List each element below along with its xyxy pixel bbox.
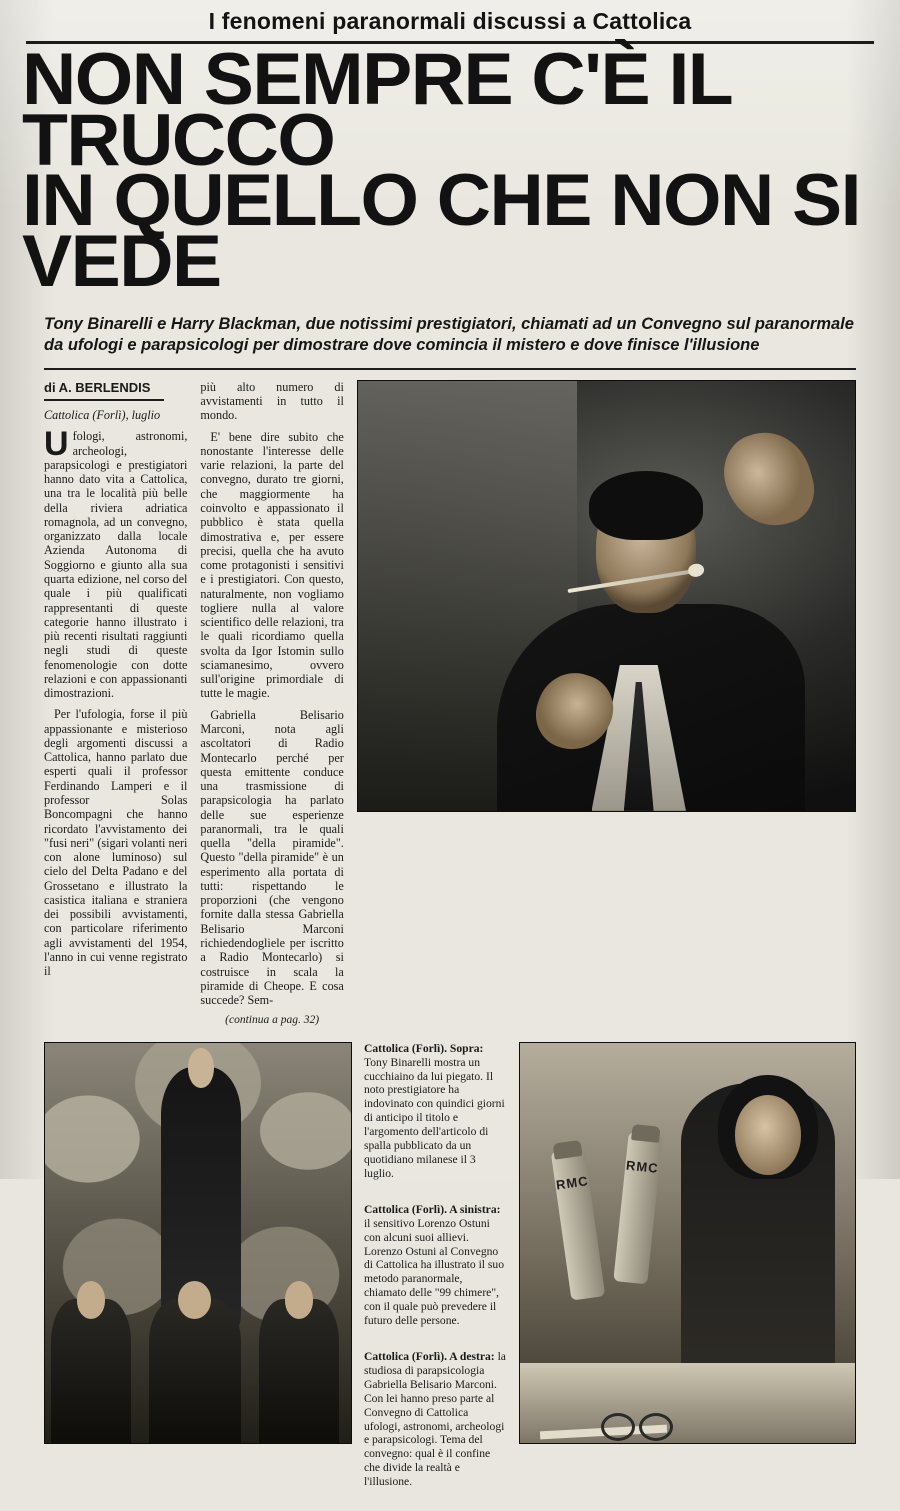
headline-line-2: IN QUELLO CHE NON SI VEDE: [22, 160, 861, 302]
drop-cap: U: [44, 425, 69, 464]
caption-lead: Cattolica (Forlì). Sopra:: [363, 1041, 484, 1055]
caption-right-photo: [364, 1350, 507, 1489]
microphone-brand-label: RMC: [625, 1157, 660, 1176]
standfirst: Tony Binarelli e Harry Blackman, due notissimi prestigiatori, chiamati ad un Convegno sul paranormale da ufologi e parapsicologi per dimostrare dove comincia il mistero e dove finisce l'illusione: [44, 315, 854, 355]
caption-text: la studiosa di parapsicologia Gabriella Belisario Marconi. Con lei hanno preso parte al Convegno di Cattolica ufologi, astronomi, archeologi e parapsicologi. Tema del convegno: qual è il confine che divide la realtà e l'illusione.: [363, 1349, 506, 1489]
caption-text: il sensitivo Lorenzo Ostuni con alcuni suoi allievi. Lorenzo Ostuni al Convegno di Cattolica ha illustrato il suo metodo paranormale, chiamato delle "99 chimere", con il quale può prevedere il futuro delle persone.: [363, 1216, 505, 1328]
photo-seated-figure: [51, 1299, 131, 1443]
byline: di A. BERLENDIS: [44, 380, 164, 401]
kicker-headline: I fenomeni paranormali discussi a Cattolica: [208, 8, 692, 34]
middle-rule: [44, 368, 856, 370]
photo-group-ostuni: [44, 1042, 352, 1444]
photo-desk: [520, 1363, 855, 1443]
lower-photo-row: [44, 1042, 856, 1511]
caption-lead: Cattolica (Forlì). A destra:: [363, 1349, 495, 1363]
headline-line-1: NON SEMPRE C'È IL TRUCCO: [22, 39, 731, 181]
photo-seated-figure: [259, 1299, 339, 1443]
photo-face: [735, 1095, 802, 1175]
photo-seated-figure: [149, 1299, 241, 1443]
paragraph: [44, 425, 188, 701]
text-column-2: [200, 380, 343, 1028]
paragraph: più alto numero di avvistamenti in tutto il mondo.: [200, 379, 344, 423]
eyeglasses-icon: [601, 1413, 673, 1439]
continued-note: (continua a pag. 32): [225, 1014, 320, 1027]
caption-above-photo: [364, 1042, 507, 1181]
caption-left-photo: [364, 1203, 507, 1328]
microphone-head: [552, 1140, 582, 1160]
caption-lead: Cattolica (Forlì). A sinistra:: [363, 1202, 501, 1216]
caption-column: [364, 1042, 507, 1511]
dateline: Cattolica (Forlì), luglio: [44, 408, 161, 423]
article-body: [44, 380, 856, 1028]
paragraph: Gabriella Belisario Marconi, nota agli ascoltatori di Radio Montecarlo perché per questa emittente conduce una trasmissione di parapsicologia ha parlato delle sue esperienze paranormali, tra le quali quella "della piramide". Questo "della piramide" è un esperimento alla portata di tutti: rispettando le proporzioni (che vengono fornite dalla stessa Gabriella Belisario Marconi richiedendogliele per iscritto a Radio Montecarlo) si costruisce in scala la piramide di Cheope. E cosa succede? Sem-: [200, 707, 344, 1008]
microphone-brand-label: RMC: [554, 1172, 589, 1193]
page-title: [22, 39, 900, 302]
paragraph-text: fologi, astronomi, archeologi, parapsicologi e prestigiatori hanno dato vita a Cattolica, una tra le località più belle della riviera adriatica romagnola, ad un convegno, organizzato dalla locale Azienda Autonoma di Soggiorno e giunto alla sua quarta edizione, nel corso del quale i più qualificati rappresentanti di queste categorie hanno illustrato i più recenti risultati raggiunti negli studi di queste fenomenologie con dotte relazioni e con appassionanti dimostrazioni.: [44, 429, 188, 701]
photo-hair: [589, 471, 703, 540]
caption-text: Tony Binarelli mostra un cucchiaino da lui piegato. Il noto prestigiatore ha indovinato con quindici giorni di anticipo il titolo e l'argomento dell'articolo di spalla pubblicato da un quotidiano milanese il 3 luglio.: [363, 1055, 505, 1180]
paragraph: Per l'ufologia, forse il più appassionante e misterioso degli argomenti discussi a Cattolica, hanno parlato due esperti quali il professor Ferdinando Lamperi e il professor Solas Boncompagni che hanno ricordato l'avvistamento dei "fusi neri" (sigari volanti neri con alone luminoso) sul cielo del Delta Padano e del Grossetano e illustrato la casistica italiana e straniera dei possibili avvistamenti, con particolare riferimento agli avvistamenti del 1954, l'anno in cui venne registrato il: [44, 707, 188, 979]
photo-magician-spoon: [357, 380, 856, 812]
microphone-head: [631, 1124, 661, 1143]
photo-marconi-radio: [519, 1042, 856, 1444]
paragraph: E' bene dire subito che nonostante l'interesse delle varie relazioni, la parte del convegno, durato tre giorni, che maggiormente ha coinvolto e appassionato il pubblico è stata quella dimostrativa e, per essere precisi, quella che ha avuto come protagonisti i sensitivi e i prestigiatori. Con questo, naturalmente, non vogliamo togliere nulla al valore scientifico delle relazioni, tra le quali ricordiamo quella svolta da Igor Istomin sullo sciamanesimo, ovvero sull'origine primordiale di tutte le magie.: [200, 429, 344, 701]
text-column-1: [44, 380, 187, 986]
